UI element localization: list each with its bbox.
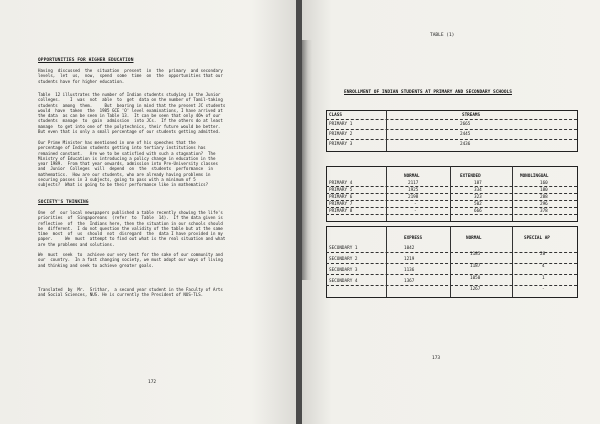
row-label: PRIMARY 7	[329, 202, 353, 207]
row-value: 2117	[408, 181, 419, 186]
text-line: manage to get into one of the polytechnics, their future would be better.	[38, 123, 221, 129]
row-value: 2445	[460, 132, 471, 137]
page-number: 172	[148, 380, 157, 385]
paragraph-5	[38, 252, 284, 268]
column-divider	[512, 226, 513, 297]
row-label: SECONDARY 1	[329, 246, 358, 251]
row-divider	[326, 119, 577, 120]
table-label: TABLE (1)	[430, 33, 455, 38]
header-special-ap: SPECIAL AP	[524, 236, 550, 241]
header-class: CLASS	[329, 113, 342, 118]
text-line: and thinking and seek to achieve greater goals.	[38, 262, 154, 268]
row-value: 1042	[404, 246, 415, 251]
row-label: PRIMARY 8	[329, 209, 353, 214]
column-divider	[386, 226, 387, 297]
column-divider	[450, 226, 451, 297]
text-line: Our Prime Minister has mentioned in one of his speeches that the	[38, 140, 196, 145]
text-line: and Social Sciences, NUS. He is currently the President of NUS-TLS.	[38, 292, 204, 298]
translator-footnote	[38, 287, 284, 298]
row-value: 502	[474, 202, 482, 207]
row-divider	[326, 263, 577, 264]
row-label: PRIMARY 5	[329, 188, 353, 193]
table-primary-1-3	[326, 110, 578, 152]
row-value: 666	[474, 209, 482, 214]
text-line: students have for higher education.	[38, 78, 125, 84]
text-line: paper. We must attempt to find out what is the real situation and what	[38, 236, 226, 242]
row-divider	[326, 214, 577, 215]
row-value: -	[414, 209, 417, 214]
text-line: levels, let us, now, spend some time on the opportunities that our	[38, 73, 223, 79]
row-value: 2436	[460, 142, 471, 147]
text-line: percentage of Indian students getting into tertiary institutions has	[38, 145, 206, 151]
row-value: 1136	[404, 268, 415, 273]
paragraph-2	[38, 92, 284, 134]
row-divider	[326, 139, 577, 140]
text-line: remained constant. Are we to be satisfied with such a stagnation? The	[38, 150, 216, 156]
row-value: -	[542, 287, 545, 292]
text-line: Ministry of Education is introducing a policy change in education in the	[38, 155, 216, 161]
text-line: Translated by Mr. Srithar, a second year student in the Faculty of Arts	[38, 287, 223, 292]
row-value: 28	[540, 252, 546, 257]
row-value: 1050	[470, 276, 481, 281]
row-value: 334	[474, 188, 482, 193]
row-divider	[326, 200, 577, 201]
row-label: PRIMARY 6	[329, 195, 353, 200]
text-line: subjects? What is going to be their performance like in mathematics?	[38, 182, 209, 188]
row-divider	[326, 186, 577, 187]
text-line: be different. I do not question the validity of the table but at the same	[38, 225, 223, 231]
row-value: 160	[540, 181, 548, 186]
row-value: 187	[474, 181, 482, 186]
row-value: 180	[540, 188, 548, 193]
header-normal: NORMAL	[466, 236, 482, 241]
text-line: Having discussed the situation present in the primary and secondary	[38, 68, 223, 73]
text-line: would have taken the 1985 GCE 'O' level examinations, I have arrived at	[38, 107, 223, 113]
row-value: 1219	[404, 257, 415, 262]
row-value: 1925	[408, 188, 419, 193]
row-value: 288	[540, 195, 548, 200]
row-value: 1367	[404, 279, 415, 284]
row-label: SECONDARY 3	[329, 268, 358, 273]
paragraph-3	[38, 140, 284, 188]
text-line: Table 12 illustrates the number of Indian students studying in the Junior	[38, 92, 221, 97]
page-number: 173	[432, 356, 441, 361]
row-label: SECONDARY 4	[329, 279, 358, 284]
heading-higher-education: OPPORTUNITIES FOR HIGHER EDUCATION	[38, 58, 134, 63]
text-line: our country. In a fast changing society, we must adopt our ways of living	[38, 257, 223, 263]
heading-societys-thinking: SOCIETY'S THINKING	[38, 200, 89, 205]
left-page	[0, 0, 296, 424]
text-line: One of our local newspapers published a table recently showing the life's	[38, 210, 223, 215]
text-line: students among them. But bearing in mind that the present JC students	[38, 102, 226, 108]
text-line: year 1989. From that year onwards, admission into Pre-University classes	[38, 161, 218, 167]
row-value: 1187	[470, 264, 481, 269]
row-label: SECONDARY 2	[329, 257, 358, 262]
row-value: 1267	[470, 287, 481, 292]
text-line: the data as can be seen in Table 13. It can be seen that only 46% of our	[38, 113, 221, 119]
table-caption: ENROLLMENT OF INDIAN STUDENTS AT PRIMARY AND SECONDARY SCHOOLS	[344, 90, 512, 95]
text-line: mathematics. How are our students, who are already having problems in	[38, 171, 211, 177]
row-divider	[326, 207, 577, 208]
row-divider	[326, 285, 577, 286]
text-line: time most of us should not disregard the data I have provided in my	[38, 231, 223, 237]
text-line: colleges. I was not able to get data on the number of Tamil-taking	[38, 97, 223, 103]
header-streams: STREAMS	[462, 113, 481, 118]
row-value: 378	[540, 209, 548, 214]
text-line: But even that is only a small percentage of our students getting admitted.	[38, 129, 221, 135]
row-label: PRIMARY 1	[329, 122, 353, 127]
row-divider	[326, 193, 577, 194]
text-line: reflective of the Indians here, then the situation in our schools should	[38, 220, 223, 226]
row-value: 2665	[460, 122, 471, 127]
paragraph-1	[38, 68, 284, 84]
row-divider	[326, 129, 577, 130]
header-extended: EXTENDED	[460, 174, 481, 179]
row-label: PRIMARY 3	[329, 142, 353, 147]
header-express: EXPRESS	[404, 236, 423, 241]
text-line: are the problems and solutions.	[38, 241, 115, 247]
row-value: 4	[542, 264, 545, 269]
text-line: and Junior Colleges will depend on the students performance in	[38, 166, 213, 172]
row-value: 1185	[470, 252, 481, 257]
text-line: students manage to gain admission into JCs. If the others do at least	[38, 118, 223, 124]
header-normal: NORMAL	[404, 174, 420, 179]
row-value: 323	[474, 195, 482, 200]
row-label: PRIMARY 2	[329, 132, 353, 137]
text-line: securing passes in 3 subjects, going to pass with a minimum of 5	[38, 177, 196, 183]
row-label: PRIMARY 4	[329, 181, 353, 186]
text-line: We must seek to achieve our very best for the sake of our community and	[38, 252, 223, 257]
binding-shadow	[302, 40, 312, 280]
row-value: 2198	[408, 195, 419, 200]
row-divider	[326, 274, 577, 275]
paragraph-4	[38, 210, 284, 247]
text-line: priorities of Singaporeans (refer to Table 14). If the data given is	[38, 215, 223, 221]
row-value: 296	[540, 202, 548, 207]
header-monolingual: MONOLINGUAL	[520, 174, 549, 179]
row-value: -	[414, 202, 417, 207]
column-divider	[386, 110, 387, 151]
row-value: 1	[542, 276, 545, 281]
